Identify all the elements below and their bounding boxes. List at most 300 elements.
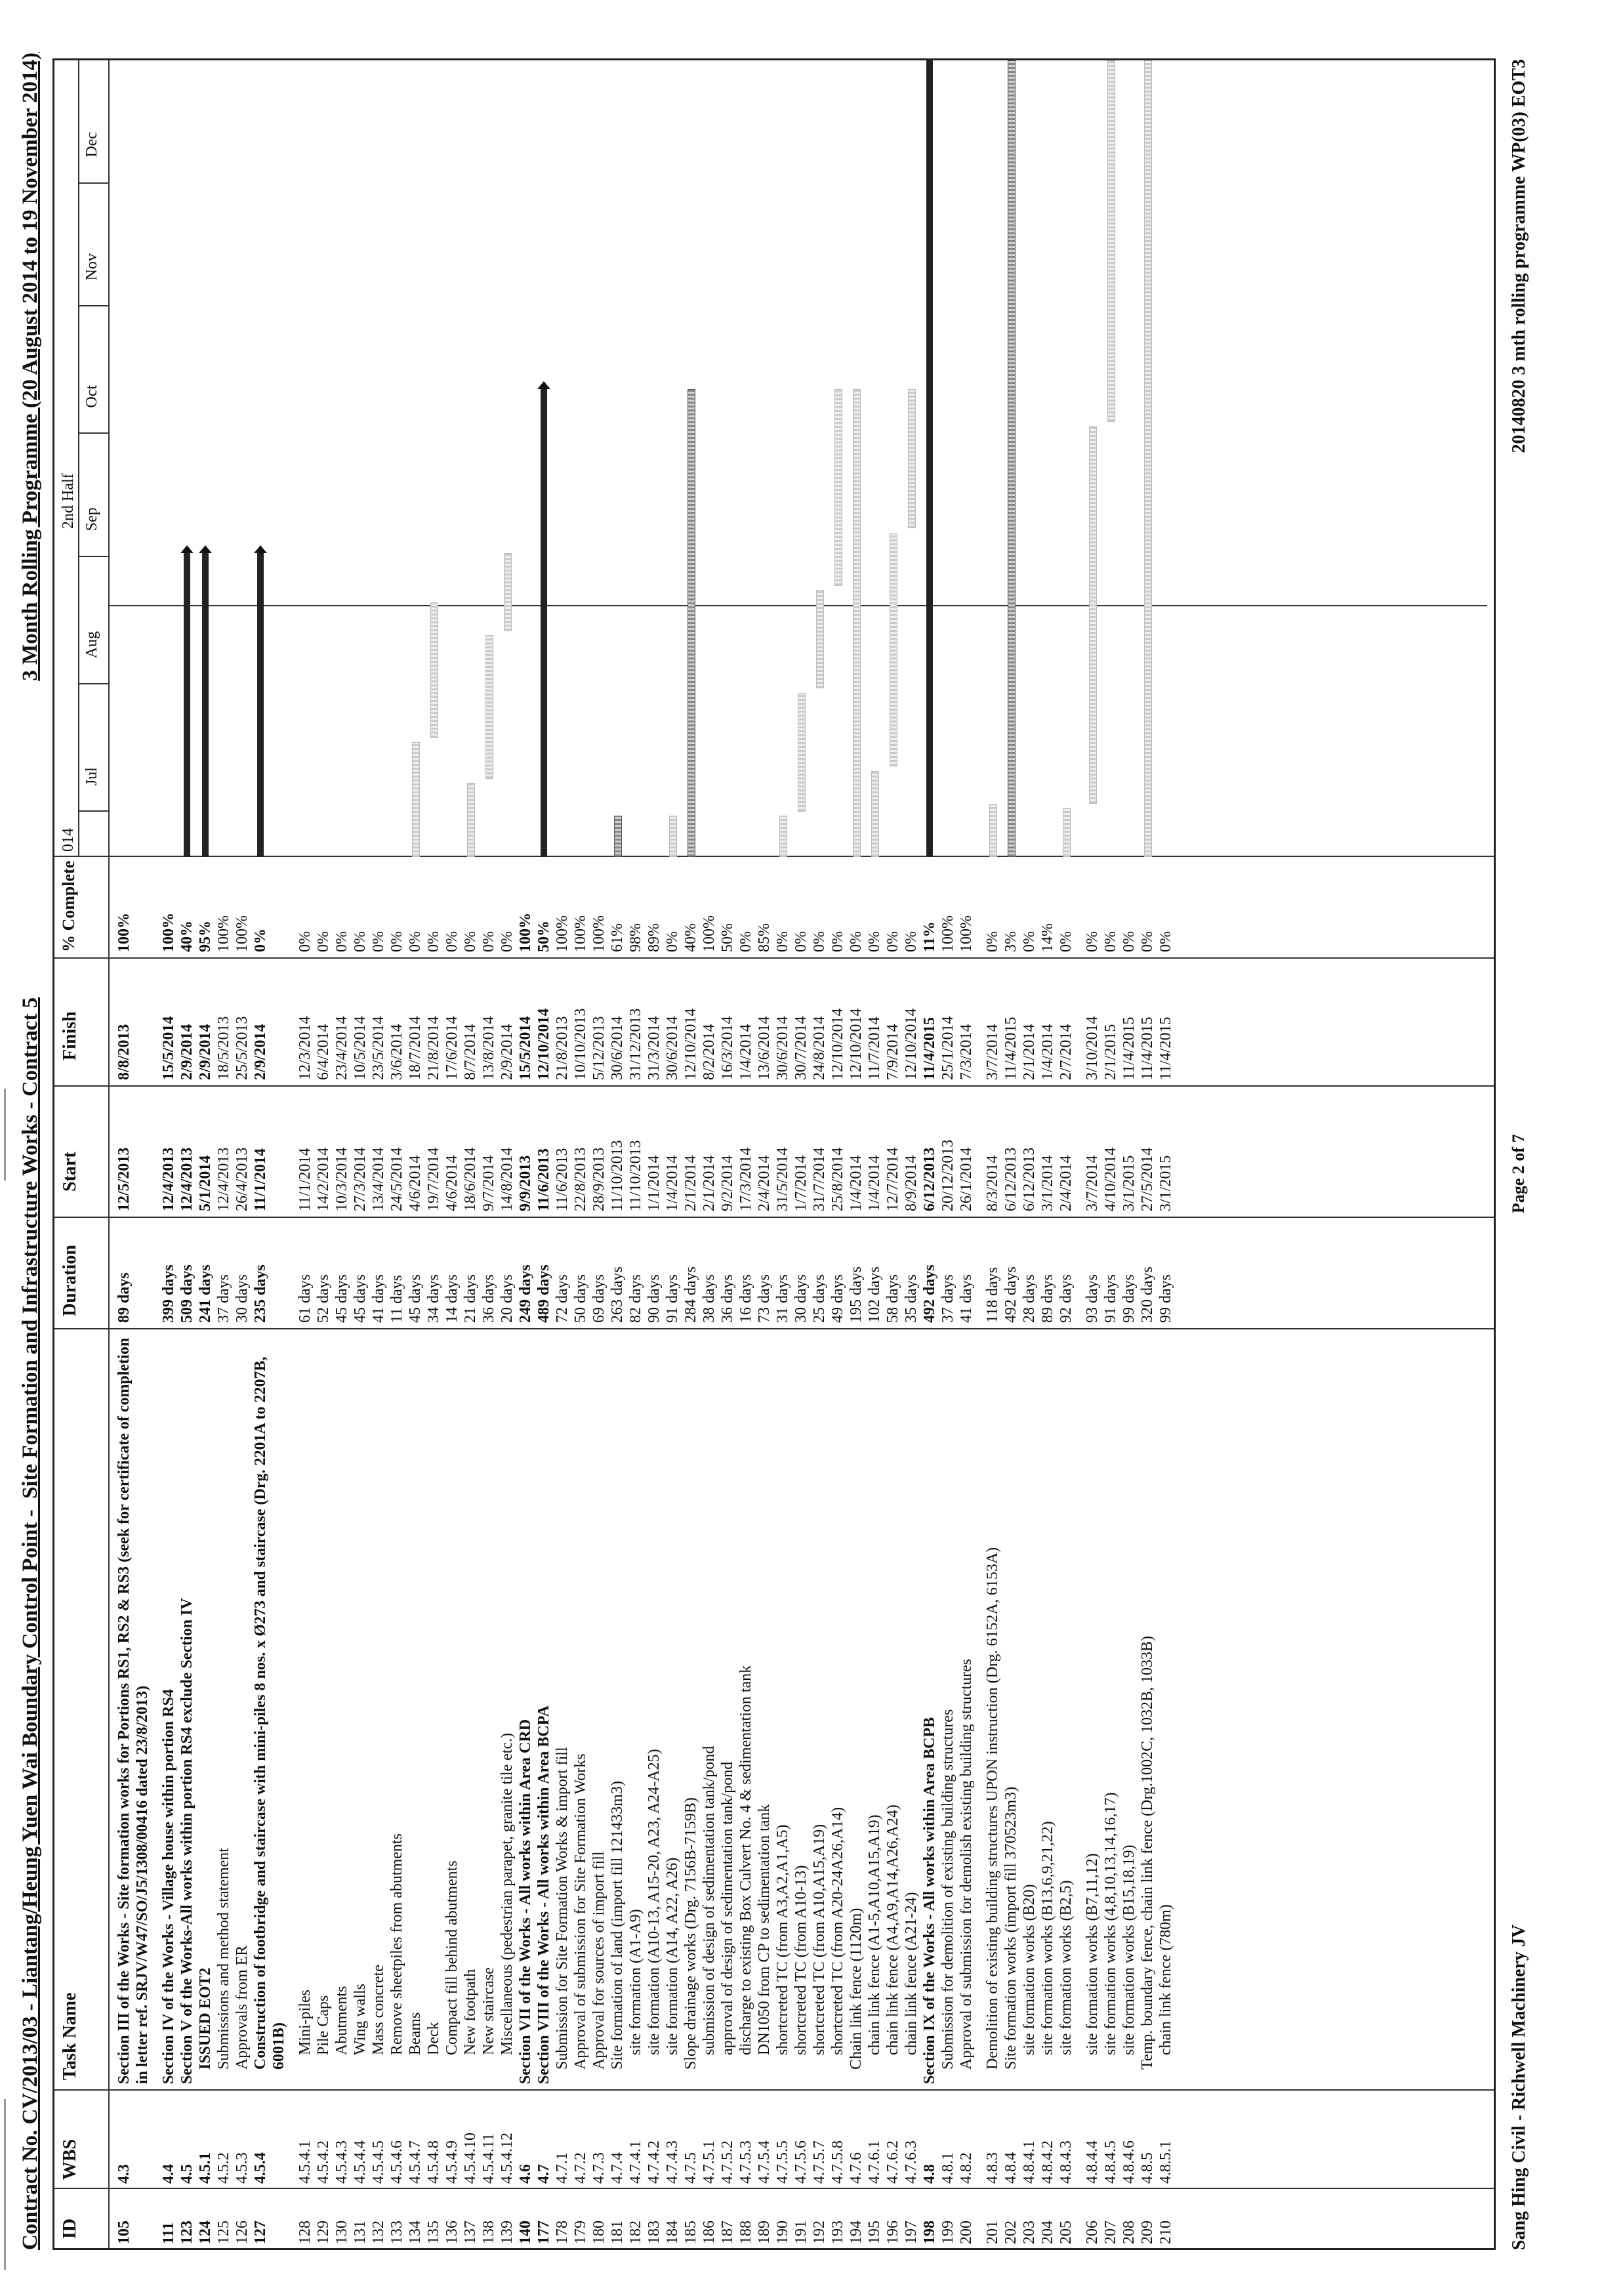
task-wbs: 4.7.6.2 [884,2140,901,2184]
task-start: 14/8/2014 [499,1147,516,1211]
gantt-bar [1107,60,1115,422]
task-name: Approval of submission for demolish existing building structures [958,1659,975,2070]
task-wbs: 4.5.4.5 [370,2140,387,2184]
task-duration: 14 days [443,1274,461,1323]
task-name: site formation (A14, A22, A26) [664,1857,681,2055]
task-id: 203 [1021,2221,1038,2244]
task-start: 3/7/2014 [1084,1155,1101,1211]
task-wbs: 4.7.4.1 [627,2140,644,2184]
task-complete: 50% [719,923,736,952]
task-complete: 100% [115,913,133,952]
month-label: Jul [83,767,100,786]
task-id: 129 [315,2221,332,2244]
task-finish: 30/7/2014 [792,1016,810,1080]
task-complete: 0% [480,931,497,952]
gantt-bar [614,816,622,857]
task-complete: 100% [554,915,571,952]
task-duration: 37 days [939,1274,956,1323]
task-duration: 93 days [1084,1274,1101,1323]
task-duration: 28 days [1021,1274,1038,1323]
task-complete: 0% [252,929,269,952]
task-duration: 89 days [115,1272,133,1323]
task-finish: 3/6/2014 [388,1024,405,1080]
month-label: Oct [83,385,100,408]
task-duration: 489 days [535,1264,552,1323]
task-finish: 15/5/2014 [517,1016,534,1080]
task-wbs: 4.7.6 [848,2152,865,2184]
task-name: Miscellaneous (pedestrian parapet, granite tile etc.) [499,1732,516,2055]
task-wbs: 4.8.4 [1002,2152,1019,2184]
task-complete: 0% [425,931,442,952]
task-start: 11/1/2014 [252,1148,269,1211]
task-complete: 100% [215,915,232,952]
task-wbs: 4.7.6.1 [866,2140,883,2184]
task-id: 136 [443,2221,461,2244]
task-complete: 100% [517,913,534,952]
task-duration: 31 days [774,1274,791,1323]
task-name: Wing walls [352,1983,369,2055]
task-name: New staircase [480,1967,497,2055]
gantt-bar [1008,60,1016,857]
task-duration: 37 days [215,1274,232,1323]
task-start: 4/6/2014 [407,1155,424,1211]
task-finish: 2/9/2014 [178,1024,195,1080]
task-wbs: 4.5.1 [197,2152,214,2184]
task-id: 130 [333,2221,350,2244]
timeline-half: 2nd Half [60,473,77,529]
task-wbs: 4.5.4.12 [499,2133,516,2184]
task-finish: 12/10/2014 [682,1008,699,1080]
task-name: Approvals from ER [234,1945,251,2070]
task-finish: 12/10/2014 [829,1008,846,1080]
task-id: 198 [921,2221,938,2244]
task-finish: 2/1/2014 [1021,1024,1038,1080]
task-id: 209 [1139,2221,1156,2244]
task-id: 192 [811,2221,828,2244]
month-divider [78,182,108,184]
task-duration: 91 days [664,1274,681,1323]
col-divider [54,1217,1494,1218]
task-complete: 0% [737,931,754,952]
task-start: 10/3/2014 [333,1147,350,1211]
gantt-bar [816,590,824,688]
task-complete: 0% [984,931,1001,952]
summary-end-marker [180,545,194,553]
task-start: 27/3/2014 [352,1147,369,1211]
task-id: 134 [407,2221,424,2244]
task-wbs: 4.7.5 [682,2152,699,2184]
task-wbs: 4.7.5.7 [811,2140,828,2184]
task-start: 27/5/2014 [1139,1147,1156,1211]
task-name: chain link fence (A1-5,A10,A15,A19) [866,1814,883,2055]
task-duration: 11 days [388,1274,405,1323]
task-complete: 40% [178,921,195,952]
month-label: Nov [83,253,100,281]
task-name: Approval of submission for Site Formation Works [572,1753,589,2070]
task-finish: 23/5/2014 [370,1016,387,1080]
gantt-bar [853,389,861,857]
task-finish: 30/6/2014 [609,1016,626,1080]
task-name: shortcreted TC (from A10-13) [792,1865,810,2055]
month-divider [78,432,108,434]
task-duration: 89 days [1039,1274,1056,1323]
task-id: 178 [554,2221,571,2244]
task-id: 182 [627,2221,644,2244]
month-divider [78,556,108,557]
task-finish: 30/6/2014 [664,1016,681,1080]
task-name: DN1050 from CP to sedimentation tank [756,1804,773,2055]
task-start: 3/1/2014 [1039,1155,1056,1211]
task-wbs: 4.8.4.6 [1120,2140,1138,2184]
contract-number: Contract No. CV/2013/03 - Liantang/Heung Yuen Wai Boundary Control Point - [18,1509,42,2250]
task-wbs: 4.8 [921,2164,938,2184]
task-finish: 12/10/2014 [535,1008,552,1080]
task-name: Section IV of the Works - Village house within portion RS4 [160,1689,177,2084]
task-wbs: 4.7.4 [609,2152,626,2184]
task-start: 31/7/2014 [811,1147,828,1211]
task-start: 6/12/2013 [1002,1147,1019,1211]
task-name: chain link fence (780m) [1157,1904,1174,2055]
gantt-bar [779,816,787,857]
task-start: 4/10/2014 [1102,1147,1119,1211]
task-id: 105 [115,2221,133,2244]
footer-page: Page 2 of 7 [1509,1134,1528,1213]
gantt-bar [688,389,695,857]
col-divider [54,856,1494,857]
contract-section: Site Formation and Infrastructure Works - Contract 5 [18,997,42,1499]
task-wbs: 4.5.4.1 [297,2140,314,2184]
task-id: 208 [1120,2221,1138,2244]
task-complete: 0% [903,931,920,952]
task-duration: 263 days [609,1266,626,1323]
task-start: 11/6/2013 [535,1148,552,1211]
task-wbs: 4.7.4.2 [646,2140,663,2184]
gantt-bar [430,602,438,738]
task-wbs: 4.5.2 [215,2152,232,2184]
task-complete: 100% [701,915,718,952]
task-duration: 61 days [297,1274,314,1323]
gantt-bar [1063,808,1071,857]
task-complete: 0% [1139,931,1156,952]
task-wbs: 4.5.3 [234,2152,251,2184]
summary-end-marker [254,545,267,553]
task-start: 12/4/2013 [178,1147,195,1211]
task-start: 4/6/2014 [443,1155,461,1211]
task-id: 197 [903,2221,920,2244]
task-finish: 7/3/2014 [958,1024,975,1080]
gantt-bar [1144,60,1152,857]
col-divider [54,2188,1494,2189]
task-duration: 99 days [1157,1274,1174,1323]
task-id: 131 [352,2221,369,2244]
task-name: shortcreted TC (from A3,A2,A1,A5) [774,1824,791,2055]
task-name: Section V of the Works-All works within portion RS4 exclude Section IV [178,1598,195,2084]
task-start: 6/12/2013 [921,1147,938,1211]
task-finish: 18/5/2013 [215,1016,232,1080]
task-name: Submission for demolition of existing building structures [939,1709,956,2070]
task-duration: 41 days [958,1274,975,1323]
task-name: submission of design of sedimentation tank/pond [701,1745,718,2055]
task-complete: 100% [939,915,956,952]
task-wbs: 4.3 [115,2164,133,2184]
task-wbs: 4.7.5.6 [792,2140,810,2184]
task-complete: 0% [811,931,828,952]
task-start: 2/1/2014 [701,1155,718,1211]
month-label: Aug [83,631,100,659]
task-finish: 24/8/2014 [811,1016,828,1080]
task-wbs: 4.8.1 [939,2152,956,2184]
task-finish: 11/4/2015 [1002,1016,1019,1080]
task-complete: 0% [499,931,516,952]
gantt-bar [485,635,493,779]
task-name: Submission for Site Formation Works & import fill [554,1747,571,2070]
task-finish: 7/9/2014 [884,1024,901,1080]
task-start: 11/10/2013 [609,1140,626,1211]
task-duration: 30 days [792,1274,810,1323]
task-start: 12/4/2013 [160,1147,177,1211]
task-start: 6/12/2013 [1021,1147,1038,1211]
month-divider [78,683,108,684]
task-complete: 95% [197,921,214,952]
task-finish: 8/7/2014 [462,1024,479,1080]
task-id: 201 [984,2221,1001,2244]
task-finish: 13/8/2014 [480,1016,497,1080]
task-complete: 0% [297,931,314,952]
task-id: 189 [756,2221,773,2244]
task-finish: 31/3/2014 [646,1016,663,1080]
task-finish: 10/10/2013 [572,1008,589,1080]
task-start: 2/1/2014 [682,1155,699,1211]
task-name: site formation works (4,8,10,13,14,16,17) [1102,1792,1119,2055]
task-duration: 25 days [811,1274,828,1323]
task-start: 25/8/2014 [829,1147,846,1211]
task-duration: 492 days [921,1264,938,1323]
task-complete: 0% [388,931,405,952]
gantt-bar [504,553,512,631]
task-wbs: 4.5.4 [252,2152,269,2184]
task-name: Site formation of land (import fill 121433m3) [609,1781,626,2070]
task-complete: 11% [921,921,938,952]
task-duration: 399 days [160,1264,177,1323]
task-duration: 249 days [517,1264,534,1323]
task-start: 8/9/2014 [903,1155,920,1211]
task-name: Remove sheetpiles from abutments [388,1833,405,2055]
task-finish: 1/4/2014 [737,1024,754,1080]
task-finish: 31/12/2013 [627,1008,644,1080]
task-duration: 99 days [1120,1274,1138,1323]
task-duration: 21 days [462,1274,479,1323]
task-complete: 0% [462,931,479,952]
task-name: Approval for sources of import fill [590,1851,607,2070]
task-complete: 0% [1021,931,1038,952]
task-wbs: 4.8.3 [984,2152,1001,2184]
col-wbs-header: WBS [60,2139,80,2180]
gantt-bar [926,60,933,857]
task-wbs: 4.7.5.5 [774,2140,791,2184]
task-duration: 195 days [848,1266,865,1323]
gantt-table [52,58,1496,2250]
task-complete: 100% [958,915,975,952]
task-name: Construction of footbridge and staircase with mini-piles 8 nos. x Ø273 and staircase (Drg. 2201A to 2207B, 6001B) [252,1356,287,2070]
task-id: 124 [197,2221,214,2244]
task-complete: 100% [234,915,251,952]
task-finish: 18/7/2014 [407,1016,424,1080]
footer-file: 20140820 3 mth rolling programme WP(03) EOT3 [1509,59,1529,453]
task-duration: 241 days [197,1264,214,1323]
task-id: 137 [462,2221,479,2244]
task-name: site formation works (B13,6,9,21,22) [1039,1821,1056,2055]
task-name: ISSUED EOT2 [197,1967,214,2070]
task-duration: 35 days [903,1274,920,1323]
task-start: 20/12/2013 [939,1139,956,1211]
task-start: 11/10/2013 [627,1140,644,1211]
scan-mark [4,1089,6,1180]
task-start: 2/4/2014 [1058,1155,1075,1211]
task-finish: 3/10/2014 [1084,1016,1101,1080]
task-start: 12/7/2014 [884,1147,901,1211]
gantt-bar [871,771,879,857]
task-name: New footpath [462,1969,479,2055]
task-duration: 36 days [480,1274,497,1323]
task-start: 12/4/2013 [215,1147,232,1211]
task-name: site formation works (B7,11,12) [1084,1853,1101,2055]
col-divider [54,1085,1494,1087]
task-finish: 1/4/2014 [1039,1024,1056,1080]
gantt-bar [467,783,475,857]
gantt-bar [257,553,264,857]
task-complete: 0% [370,931,387,952]
task-start: 22/8/2013 [572,1147,589,1211]
task-duration: 38 days [701,1274,718,1323]
task-name: Section VII of the Works - All works within Area CRD [517,1719,534,2084]
task-complete: 0% [829,931,846,952]
task-id: 185 [682,2221,699,2244]
task-wbs: 4.7.4.3 [664,2140,681,2184]
task-finish: 11/4/2015 [921,1016,938,1080]
gantt-bar [202,553,209,857]
task-name: Mass concrete [370,1965,387,2055]
task-id: 186 [701,2221,718,2244]
task-duration: 102 days [866,1266,883,1323]
task-finish: 2/7/2014 [1058,1024,1075,1080]
task-name: Demolition of existing building structures UPON instruction (Drg. 6152A, 6153A) [984,1547,1001,2070]
col-task-header: Task Name [60,1992,80,2080]
task-duration: 492 days [1002,1266,1019,1323]
month-divider [78,810,108,812]
task-name: site formation (A10-13, A15-20, A23, A24-A25) [646,1749,663,2055]
task-start: 17/3/2014 [737,1147,754,1211]
task-name: site formation works (B15,18,19) [1120,1845,1138,2055]
task-start: 19/7/2014 [425,1147,442,1211]
task-start: 1/7/2014 [792,1155,810,1211]
task-name: Deck [425,2022,442,2055]
task-id: 206 [1084,2221,1101,2244]
task-duration: 34 days [425,1274,442,1323]
task-name: Pile Caps [315,1995,332,2055]
task-duration: 72 days [554,1274,571,1323]
task-duration: 118 days [984,1266,1001,1323]
task-name: Site formation works (import fill 370523m3) [1002,1786,1019,2070]
task-start: 9/2/2014 [719,1155,736,1211]
task-name: Temp. boundary fence, chain link fence (Drg.1002C, 1032B, 1033B) [1139,1635,1156,2070]
task-start: 5/1/2014 [197,1155,214,1211]
task-id: 193 [829,2221,846,2244]
task-name: site formation (A1-A9) [627,1909,644,2055]
gantt-bar [412,742,420,857]
task-id: 210 [1157,2221,1174,2244]
task-name: Submissions and method statement [215,1848,232,2070]
task-start: 31/5/2014 [774,1147,791,1211]
task-wbs: 4.8.5.1 [1157,2140,1174,2184]
summary-end-marker [537,381,550,389]
task-wbs: 4.7.5.2 [719,2140,736,2184]
task-complete: 0% [352,931,369,952]
task-wbs: 4.5.4.9 [443,2140,461,2184]
task-complete: 0% [792,931,810,952]
task-name: site formation works (B2,5) [1058,1880,1075,2055]
task-start: 8/3/2014 [984,1155,1001,1211]
task-duration: 36 days [719,1274,736,1323]
task-complete: 0% [1157,931,1174,952]
month-label: Sep [83,507,100,532]
col-start-header: Start [60,1152,80,1192]
task-start: 11/6/2013 [554,1148,571,1211]
task-wbs: 4.8.5 [1139,2152,1156,2184]
col-divider [54,2089,1494,2091]
task-duration: 45 days [333,1274,350,1323]
task-finish: 2/1/2015 [1102,1024,1119,1080]
task-duration: 92 days [1058,1274,1075,1323]
task-id: 204 [1039,2221,1056,2244]
task-complete: 0% [1084,931,1101,952]
task-finish: 5/12/2013 [590,1016,607,1080]
task-finish: 12/10/2014 [848,1008,865,1080]
task-name: site formation works (B20) [1021,1884,1038,2055]
task-start: 18/6/2014 [462,1147,479,1211]
task-id: 190 [774,2221,791,2244]
task-name: chain link fence (A4,A9,A14,A26,A24) [884,1805,901,2055]
task-complete: 0% [315,931,332,952]
task-duration: 235 days [252,1264,269,1323]
task-complete: 100% [572,915,589,952]
task-duration: 45 days [352,1274,369,1323]
task-start: 13/4/2014 [370,1147,387,1211]
task-id: 194 [848,2221,865,2244]
programme-title: 3 Month Rolling Programme (20 August 2014 to 19 November 2014) [18,52,42,681]
task-complete: 61% [609,923,626,952]
task-id: 177 [535,2221,552,2244]
task-wbs: 4.8.4.5 [1102,2140,1119,2184]
task-finish: 11/4/2015 [1120,1016,1138,1080]
task-finish: 25/5/2013 [234,1016,251,1080]
task-finish: 10/5/2014 [352,1016,369,1080]
col-divider [54,957,1494,959]
task-duration: 49 days [829,1274,846,1323]
task-id: 135 [425,2221,442,2244]
task-start: 14/2/2014 [315,1147,332,1211]
gantt-bar [184,553,190,857]
task-duration: 30 days [234,1274,251,1323]
task-start: 24/5/2014 [388,1147,405,1211]
task-id: 199 [939,2221,956,2244]
task-wbs: 4.6 [517,2164,534,2184]
task-name: Chain link fence (1120m) [848,1908,865,2070]
task-finish: 23/4/2014 [333,1016,350,1080]
task-finish: 21/8/2013 [554,1016,571,1080]
task-wbs: 4.5.4.4 [352,2140,369,2184]
task-wbs: 4.8.4.4 [1084,2140,1101,2184]
task-complete: 85% [756,923,773,952]
